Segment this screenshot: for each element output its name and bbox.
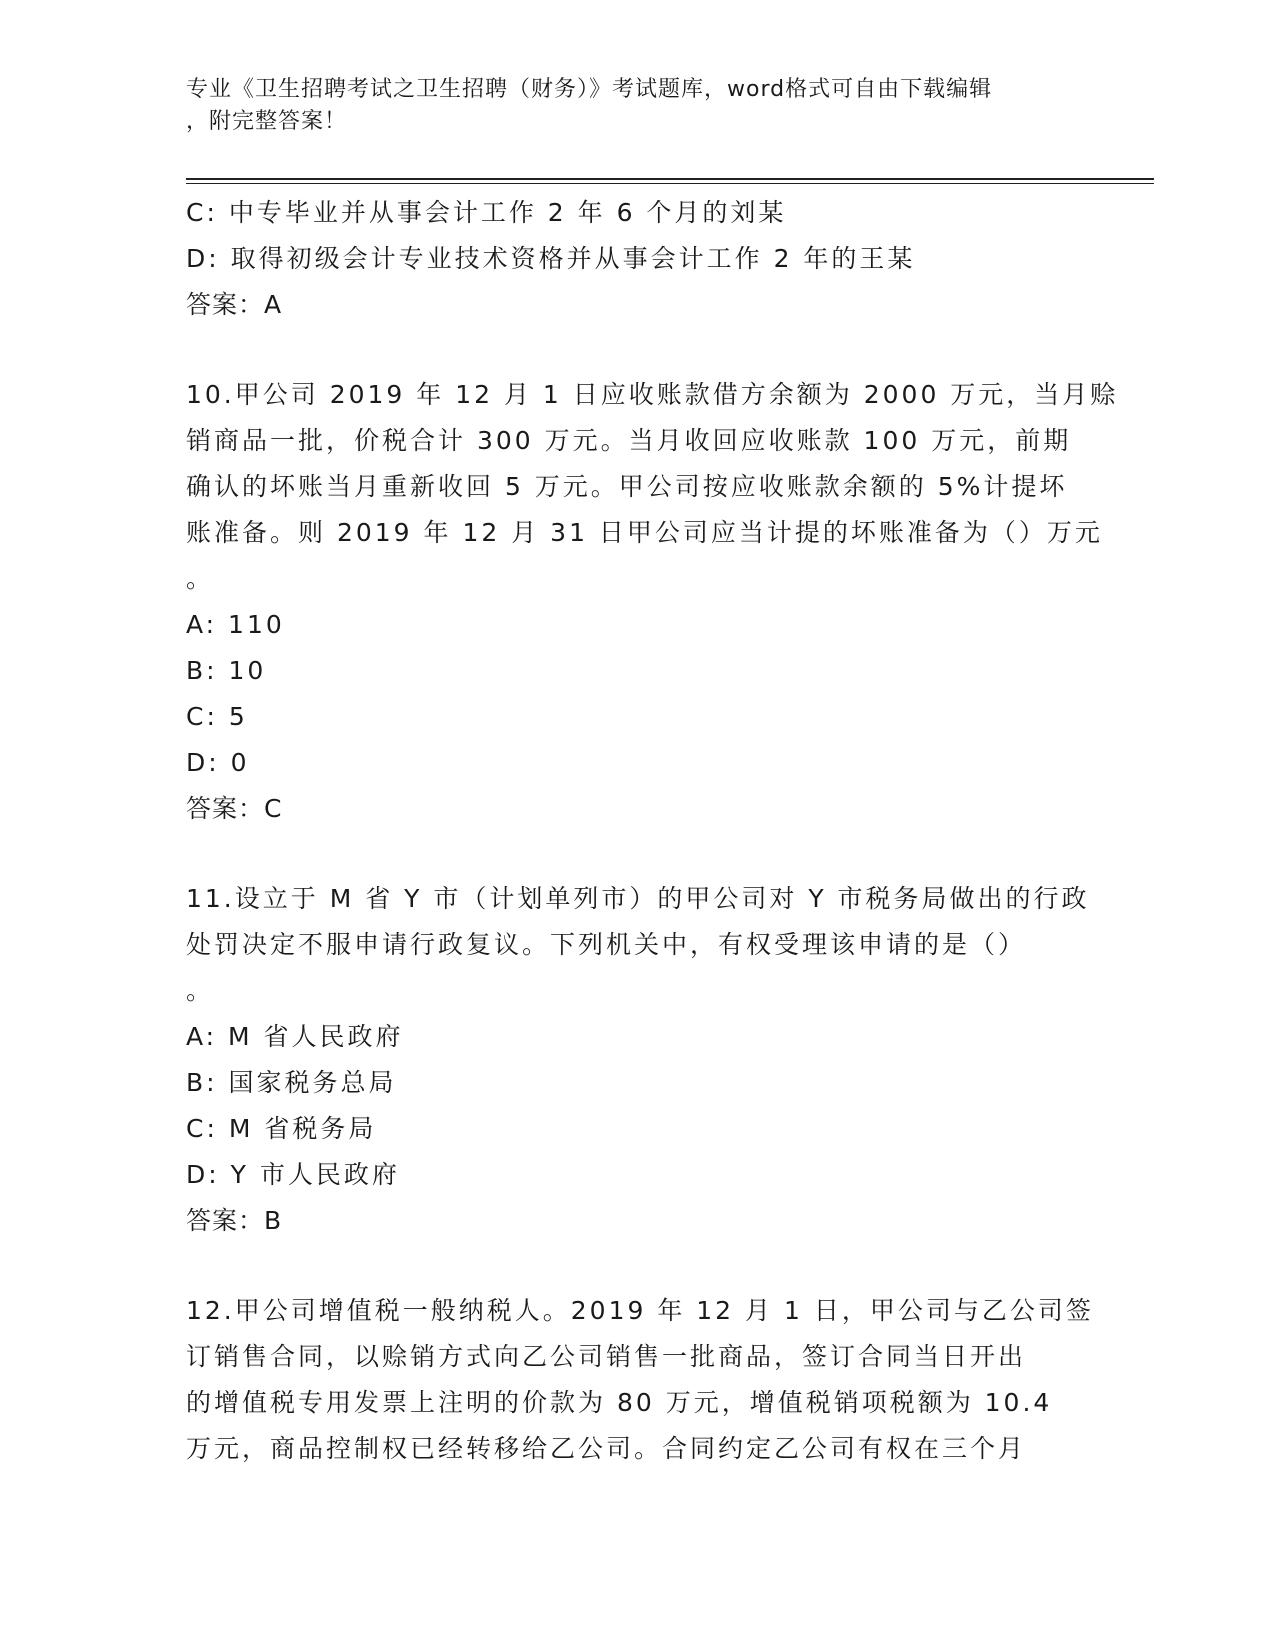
header-rule-thin [186, 183, 1154, 184]
q10-stem-line: 。 [186, 564, 215, 593]
document-body [186, 190, 1119, 1472]
q9-option-d: D: 取得初级会计专业技术资格并从事会计工作 2 年的王某 [186, 244, 916, 273]
header-rule-thick [186, 178, 1154, 180]
q12-stem-line: 12.甲公司增值税一般纳税人。2019 年 12 月 1 日，甲公司与乙公司签 [186, 1296, 1094, 1325]
q10-option-d: D: 0 [186, 748, 250, 777]
question-12 [186, 1288, 1094, 1472]
q10-option-b: B: 10 [186, 656, 267, 685]
question-10 [186, 372, 1119, 832]
q10-stem-line: 账准备。则 2019 年 12 月 31 日甲公司应当计提的坏账准备为（）万元 [186, 518, 1103, 547]
q11-stem-line: 11.设立于 M 省 Y 市（计划单列市）的甲公司对 Y 市税务局做出的行政 [186, 884, 1090, 913]
q11-option-a: A: M 省人民政府 [186, 1022, 404, 1051]
q11-stem-line: 。 [186, 976, 215, 1005]
q12-stem-line: 的增值税专用发票上注明的价款为 80 万元，增值税销项税额为 10.4 [186, 1388, 1053, 1417]
q10-stem-line: 10.甲公司 2019 年 12 月 1 日应收账款借方余额为 2000 万元，当月赊 [186, 380, 1119, 409]
q11-option-c: C: M 省税务局 [186, 1114, 377, 1143]
q9-option-c: C: 中专毕业并从事会计工作 2 年 6 个月的刘某 [186, 198, 787, 227]
q11-option-d: D: Y 市人民政府 [186, 1160, 400, 1189]
q10-answer: 答案：C [186, 794, 283, 823]
spacer [186, 832, 1086, 876]
header-line-1: 专业《卫生招聘考试之卫生招聘（财务）》考试题库，word格式可自由下载编辑 [186, 77, 993, 102]
q10-stem-line: 确认的坏账当月重新收回 5 万元。甲公司按应收账款余额的 5%计提坏 [186, 472, 1068, 501]
question-9-tail [186, 190, 1086, 328]
spacer [186, 1244, 1086, 1288]
q10-stem-line: 销商品一批，价税合计 300 万元。当月收回应收账款 100 万元，前期 [186, 426, 1072, 455]
question-11 [186, 876, 1090, 1244]
q11-answer: 答案：B [186, 1206, 283, 1235]
document-header [186, 74, 1086, 138]
q12-stem-line: 订销售合同，以赊销方式向乙公司销售一批商品，签订合同当日开出 [186, 1342, 1027, 1371]
q9-answer: 答案：A [186, 290, 283, 319]
q10-option-c: C: 5 [186, 702, 248, 731]
header-line-2: ，附完整答案！ [186, 109, 348, 134]
q11-option-b: B: 国家税务总局 [186, 1068, 397, 1097]
q11-stem-line: 处罚决定不服申请行政复议。下列机关中，有权受理该申请的是（） [186, 930, 1027, 959]
q12-stem-line: 万元，商品控制权已经转移给乙公司。合同约定乙公司有权在三个月 [186, 1434, 1027, 1463]
spacer [186, 328, 1086, 372]
q10-option-a: A: 110 [186, 610, 285, 639]
